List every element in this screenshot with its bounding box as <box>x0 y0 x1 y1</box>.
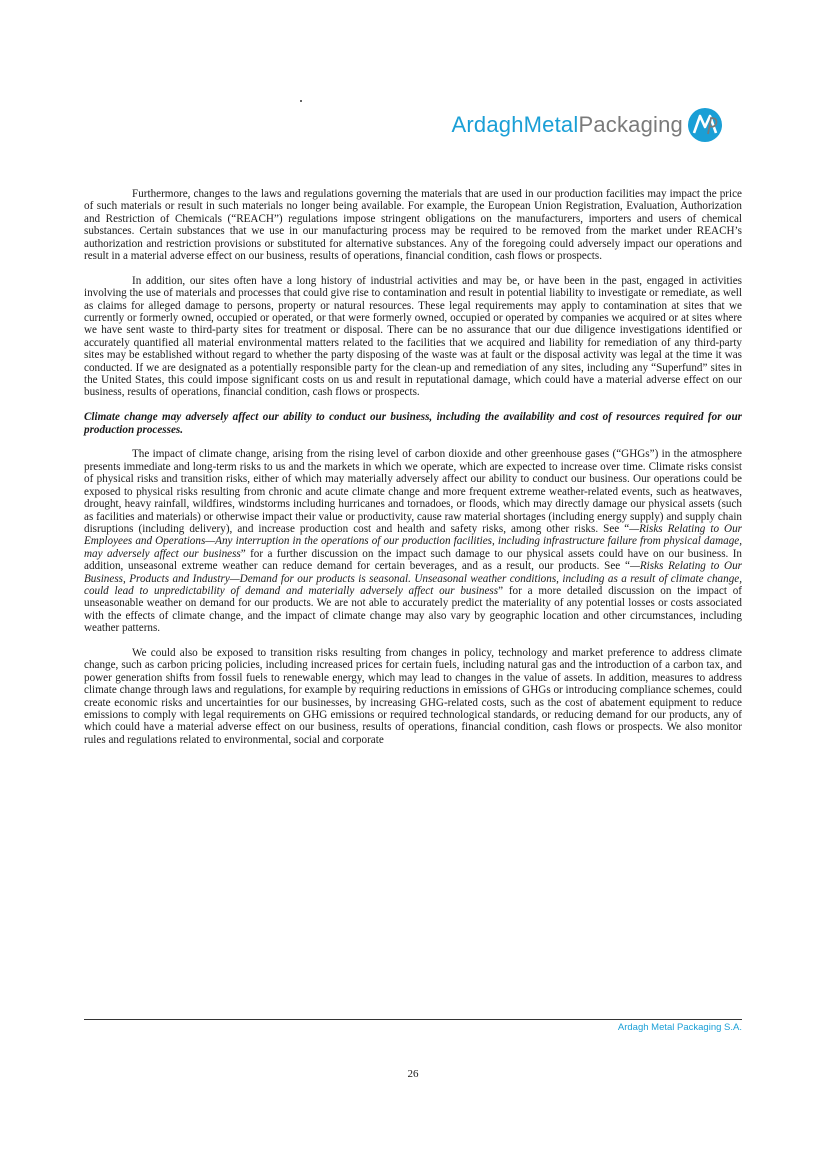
company-logo <box>452 107 724 143</box>
climate-text-1: The impact of climate change, arising from the rising level of carbon dioxide and other greenhouse gases (“GHGs”) in the atmosphere presents immediate and long-term risks to us and the markets in which we operate, which are expected to increase over time. Climate risks consist of physical risks and transition risks, either of which may materially adversely affect our ability to conduct our business. Our operations could be exposed to physical risks resulting from chronic and acute climate change and more frequent extreme weather-related events, such as heatwaves, drought, heavy rainfall, wildfires, windstorms including hurricanes and tornadoes, or floods, which may directly damage our physical assets (such as facilities and materials) or otherwise impact their value or productivity, cause raw material shortages (including energy supply) and supply chain disruptions (including delivery), and increase production cost and health and safety risks, among other risks. See “ <box>84 448 742 535</box>
paragraph-transition-risks: We could also be exposed to transition risks resulting from changes in policy, technology and market preference to address climate change, such as carbon pricing policies, including increased prices for certain fuels, including natural gas and the introduction of a carbon tax, and power generation shifts from fossil fuels to renewable energy, which may lead to changes in the value of assets. In addition, measures to address climate change through laws and regulations, for example by requiring reductions in emissions of GHGs or introducing compliance schemes, could create economic risks and uncertainties for our businesses, by increasing GHG-related costs, such as the cost of abatement equipment to reduce emissions to comply with legal requirements on GHG emissions or required technological standards, or reducing demand for our products, any of which could have a material adverse effect on our business, results of operations, financial condition, cash flows or prospects. We also monitor rules and regulations related to environmental, social and corporate <box>84 646 742 746</box>
page-number: 26 <box>407 1068 419 1080</box>
cross-reference-seasonal: —Risks Relating to Our Business, Products and Industry—Demand for our products is seasonal. Unseasonal weather conditions, including as a result of climate change, could lead to unpredictability of demand and materially adversely affect our business <box>84 560 742 597</box>
paragraph-reach: Furthermore, changes to the laws and regulations governing the materials that are used in our production facilities may impact the price of such materials or result in such materials no longer being available. For example, the European Union Registration, Evaluation, Authorization and Restriction of Chemicals (“REACH”) regulations impose stringent obligations on the manufacturers, importers and users of chemical substances. Certain substances that we use in our manufacturing process may be required to be removed from the market under REACH’s authorization and restriction provisions or substituted for alternative substances. Any of the foregoing could adversely impact our operations and result in a material adverse effect on our business, results of operations, financial condition, cash flows or prospects. <box>84 188 742 263</box>
climate-text-3: ” for a more detailed discussion on the impact of unseasonable weather on demand for our products. We are not able to accurately predict the materiality of any potential losses or costs associated with the effects of climate change, and the impact of climate change may also vary by geographic location and other circumstances, including weather patterns. <box>84 584 742 635</box>
logo-word-packaging: Packaging <box>578 112 683 137</box>
logo-wordmark <box>452 112 684 138</box>
stray-dot <box>300 100 302 102</box>
cross-reference-operations: —Risks Relating to Our Employees and Operations—Any interruption in the operations of our production facilities, including infrastructure failure from physical damage, may adversely affect our business <box>84 522 742 560</box>
section-heading-climate: Climate change may adversely affect our ability to conduct our business, including the availability and cost of resources required for our production processes. <box>84 411 742 436</box>
footer-divider <box>84 1019 742 1020</box>
paragraph-climate-impact <box>84 448 742 634</box>
climate-text-2: ” for a further discussion on the impact such damage to our physical assets could have on our business. In addition, unseasonal extreme weather can reduce demand for certain beverages, and as a result, our products. See “ <box>84 547 742 573</box>
logo-word-ardagh: Ardagh <box>451 112 524 137</box>
footer-company-name: Ardagh Metal Packaging S.A. <box>617 1022 742 1033</box>
amp-monogram-icon <box>687 107 723 143</box>
paragraph-contamination: In addition, our sites often have a long history of industrial activities and may be, or have been in the past, engaged in activities involving the use of materials and processes that could give rise to contamination and result in potential liability to investigate or remediate, as well as claims for alleged damage to persons, property or natural resources. These legal requirements may apply to contamination at sites that we currently or formerly owned, occupied or operated, or that were formerly owned, occupied or operated by companies we acquired or at sites where we have sent waste to third-party sites for treatment or disposal. There can be no assurance that our due diligence investigations identified or accurately quantified all material environmental matters related to the facilities that we acquired and liability for remediation of any third-party sites may be established without regard to whether the party disposing of the waste was at fault or the disposal activity was legal at the time it was conducted. If we are designated as a potentially responsible party for the clean-up and remediation of any sites, including any “Superfund” sites in the United States, this could impose significant costs on us and result in reputational damage, which could have a material adverse effect on our business, results of operations, financial condition, cash flows or prospects. <box>84 274 742 399</box>
logo-word-metal: Metal <box>523 112 579 137</box>
document-body <box>84 188 742 746</box>
